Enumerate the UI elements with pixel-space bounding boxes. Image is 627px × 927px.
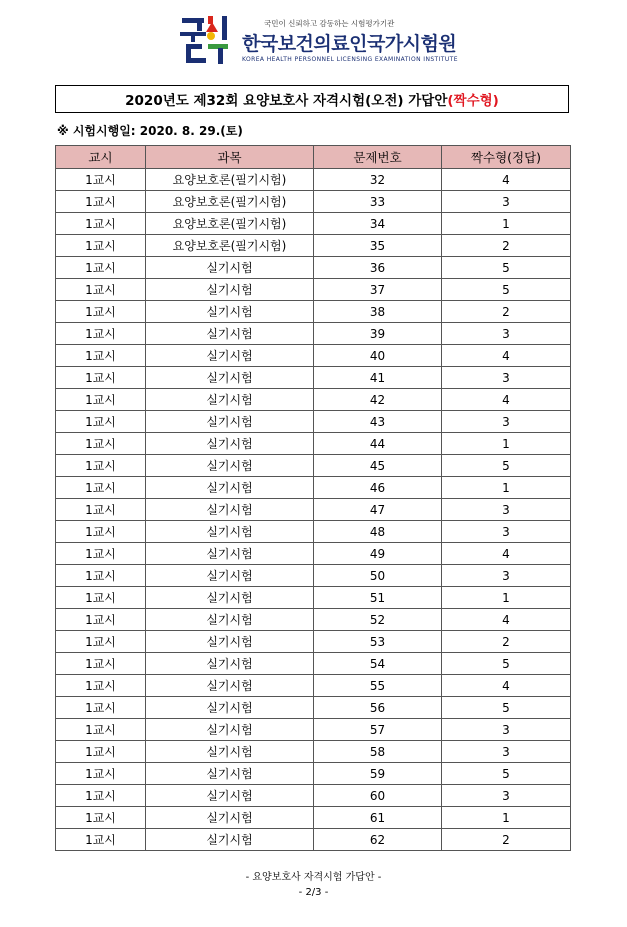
table-row (56, 741, 571, 763)
table-row (56, 587, 571, 609)
cell-subject: 실기시험 (146, 499, 314, 521)
footer-document-title: - 요양보호사 자격시험 가답안 - (245, 872, 382, 883)
cell-answer: 3 (442, 499, 571, 521)
cell-session: 1교시 (56, 741, 146, 763)
cell-subject: 실기시험 (146, 455, 314, 477)
cell-question-number: 52 (314, 609, 442, 631)
institute-emblem-icon (180, 14, 234, 66)
table-row (56, 631, 571, 653)
cell-subject: 실기시험 (146, 389, 314, 411)
cell-session: 1교시 (56, 785, 146, 807)
cell-session: 1교시 (56, 719, 146, 741)
cell-answer: 2 (442, 829, 571, 851)
cell-answer: 5 (442, 279, 571, 301)
cell-question-number: 38 (314, 301, 442, 323)
cell-question-number: 50 (314, 565, 442, 587)
table-row (56, 367, 571, 389)
cell-session: 1교시 (56, 213, 146, 235)
cell-subject: 요양보호론(필기시험) (146, 169, 314, 191)
cell-session: 1교시 (56, 191, 146, 213)
cell-question-number: 33 (314, 191, 442, 213)
table-row (56, 323, 571, 345)
cell-answer: 5 (442, 455, 571, 477)
table-row (56, 565, 571, 587)
cell-question-number: 60 (314, 785, 442, 807)
cell-question-number: 34 (314, 213, 442, 235)
cell-question-number: 41 (314, 367, 442, 389)
cell-answer: 4 (442, 609, 571, 631)
cell-answer: 3 (442, 323, 571, 345)
cell-subject: 실기시험 (146, 411, 314, 433)
cell-subject: 실기시험 (146, 741, 314, 763)
table-row (56, 653, 571, 675)
cell-answer: 1 (442, 477, 571, 499)
cell-answer: 5 (442, 697, 571, 719)
cell-subject: 실기시험 (146, 301, 314, 323)
cell-session: 1교시 (56, 257, 146, 279)
table-row (56, 389, 571, 411)
table-row (56, 675, 571, 697)
cell-subject: 실기시험 (146, 345, 314, 367)
cell-answer: 5 (442, 257, 571, 279)
cell-answer: 2 (442, 301, 571, 323)
cell-subject: 실기시험 (146, 323, 314, 345)
cell-answer: 3 (442, 719, 571, 741)
cell-session: 1교시 (56, 323, 146, 345)
cell-session: 1교시 (56, 565, 146, 587)
header-session: 교시 (56, 146, 146, 169)
answer-table (55, 145, 571, 851)
cell-subject: 실기시험 (146, 697, 314, 719)
cell-question-number: 40 (314, 345, 442, 367)
cell-subject: 실기시험 (146, 587, 314, 609)
cell-session: 1교시 (56, 587, 146, 609)
cell-answer: 3 (442, 521, 571, 543)
cell-subject: 실기시험 (146, 609, 314, 631)
cell-subject: 실기시험 (146, 565, 314, 587)
cell-question-number: 36 (314, 257, 442, 279)
cell-session: 1교시 (56, 653, 146, 675)
document-title-type: (짝수형) (447, 93, 499, 109)
table-row (56, 829, 571, 851)
cell-question-number: 57 (314, 719, 442, 741)
table-row (56, 521, 571, 543)
cell-session: 1교시 (56, 697, 146, 719)
cell-question-number: 58 (314, 741, 442, 763)
cell-question-number: 49 (314, 543, 442, 565)
table-row (56, 257, 571, 279)
cell-question-number: 54 (314, 653, 442, 675)
institute-logo (180, 14, 458, 70)
cell-session: 1교시 (56, 631, 146, 653)
table-row (56, 433, 571, 455)
cell-question-number: 45 (314, 455, 442, 477)
cell-session: 1교시 (56, 829, 146, 851)
cell-session: 1교시 (56, 455, 146, 477)
cell-subject: 실기시험 (146, 763, 314, 785)
cell-subject: 실기시험 (146, 719, 314, 741)
cell-subject: 실기시험 (146, 433, 314, 455)
cell-subject: 실기시험 (146, 785, 314, 807)
cell-session: 1교시 (56, 675, 146, 697)
cell-subject: 요양보호론(필기시험) (146, 213, 314, 235)
cell-session: 1교시 (56, 609, 146, 631)
table-row (56, 213, 571, 235)
table-row (56, 191, 571, 213)
cell-question-number: 43 (314, 411, 442, 433)
cell-answer: 1 (442, 587, 571, 609)
cell-session: 1교시 (56, 367, 146, 389)
cell-answer: 4 (442, 169, 571, 191)
cell-subject: 실기시험 (146, 631, 314, 653)
table-row (56, 279, 571, 301)
table-row (56, 763, 571, 785)
cell-answer: 3 (442, 565, 571, 587)
cell-answer: 3 (442, 741, 571, 763)
cell-session: 1교시 (56, 807, 146, 829)
cell-session: 1교시 (56, 543, 146, 565)
table-row (56, 719, 571, 741)
cell-question-number: 51 (314, 587, 442, 609)
cell-question-number: 59 (314, 763, 442, 785)
cell-answer: 2 (442, 631, 571, 653)
table-row (56, 543, 571, 565)
table-row (56, 785, 571, 807)
cell-answer: 4 (442, 345, 571, 367)
cell-answer: 1 (442, 807, 571, 829)
cell-subject: 실기시험 (146, 477, 314, 499)
cell-session: 1교시 (56, 521, 146, 543)
table-row (56, 609, 571, 631)
cell-session: 1교시 (56, 411, 146, 433)
cell-question-number: 56 (314, 697, 442, 719)
document-title-main: 2020년도 제32회 요양보호사 자격시험(오전) 가답안 (125, 93, 448, 109)
cell-answer: 5 (442, 653, 571, 675)
cell-answer: 4 (442, 389, 571, 411)
cell-question-number: 42 (314, 389, 442, 411)
cell-session: 1교시 (56, 235, 146, 257)
cell-question-number: 35 (314, 235, 442, 257)
cell-session: 1교시 (56, 345, 146, 367)
table-row (56, 411, 571, 433)
cell-question-number: 53 (314, 631, 442, 653)
cell-session: 1교시 (56, 169, 146, 191)
header-subject: 과목 (146, 146, 314, 169)
answer-table-body (56, 169, 571, 851)
table-row (56, 477, 571, 499)
cell-subject: 실기시험 (146, 367, 314, 389)
cell-session: 1교시 (56, 389, 146, 411)
table-row (56, 455, 571, 477)
cell-answer: 3 (442, 411, 571, 433)
table-row (56, 499, 571, 521)
table-row (56, 345, 571, 367)
cell-session: 1교시 (56, 301, 146, 323)
cell-session: 1교시 (56, 477, 146, 499)
cell-question-number: 48 (314, 521, 442, 543)
page-number: - 2/3 - (298, 887, 329, 898)
cell-question-number: 37 (314, 279, 442, 301)
cell-subject: 실기시험 (146, 543, 314, 565)
cell-question-number: 55 (314, 675, 442, 697)
cell-session: 1교시 (56, 433, 146, 455)
cell-question-number: 46 (314, 477, 442, 499)
cell-answer: 2 (442, 235, 571, 257)
institute-name-english: KOREA HEALTH PERSONNEL LICENSING EXAMINATION INSTITUTE (242, 56, 458, 63)
cell-answer: 3 (442, 191, 571, 213)
table-row (56, 169, 571, 191)
cell-question-number: 32 (314, 169, 442, 191)
cell-answer: 1 (442, 433, 571, 455)
table-row (56, 807, 571, 829)
cell-answer: 5 (442, 763, 571, 785)
institute-slogan: 국민이 신뢰하고 감동하는 시험평가기관 (264, 19, 395, 28)
cell-session: 1교시 (56, 499, 146, 521)
cell-subject: 실기시험 (146, 653, 314, 675)
cell-question-number: 47 (314, 499, 442, 521)
exam-date: ※ 시험시행일: 2020. 8. 29.(토) (57, 124, 243, 138)
cell-answer: 3 (442, 367, 571, 389)
answer-table-header (56, 146, 571, 169)
table-row (56, 235, 571, 257)
document-title (55, 85, 569, 113)
cell-question-number: 39 (314, 323, 442, 345)
institute-name: 한국보건의료인국가시험원 (242, 33, 457, 55)
cell-question-number: 62 (314, 829, 442, 851)
cell-question-number: 61 (314, 807, 442, 829)
cell-subject: 요양보호론(필기시험) (146, 235, 314, 257)
table-row (56, 697, 571, 719)
cell-subject: 실기시험 (146, 279, 314, 301)
cell-answer: 1 (442, 213, 571, 235)
cell-subject: 실기시험 (146, 675, 314, 697)
header-question-number: 문제번호 (314, 146, 442, 169)
cell-subject: 실기시험 (146, 257, 314, 279)
table-row (56, 301, 571, 323)
cell-answer: 4 (442, 543, 571, 565)
cell-question-number: 44 (314, 433, 442, 455)
cell-subject: 실기시험 (146, 521, 314, 543)
cell-answer: 3 (442, 785, 571, 807)
cell-subject: 실기시험 (146, 829, 314, 851)
cell-answer: 4 (442, 675, 571, 697)
cell-session: 1교시 (56, 279, 146, 301)
cell-subject: 요양보호론(필기시험) (146, 191, 314, 213)
cell-session: 1교시 (56, 763, 146, 785)
header-answer: 짝수형(정답) (442, 146, 571, 169)
cell-subject: 실기시험 (146, 807, 314, 829)
